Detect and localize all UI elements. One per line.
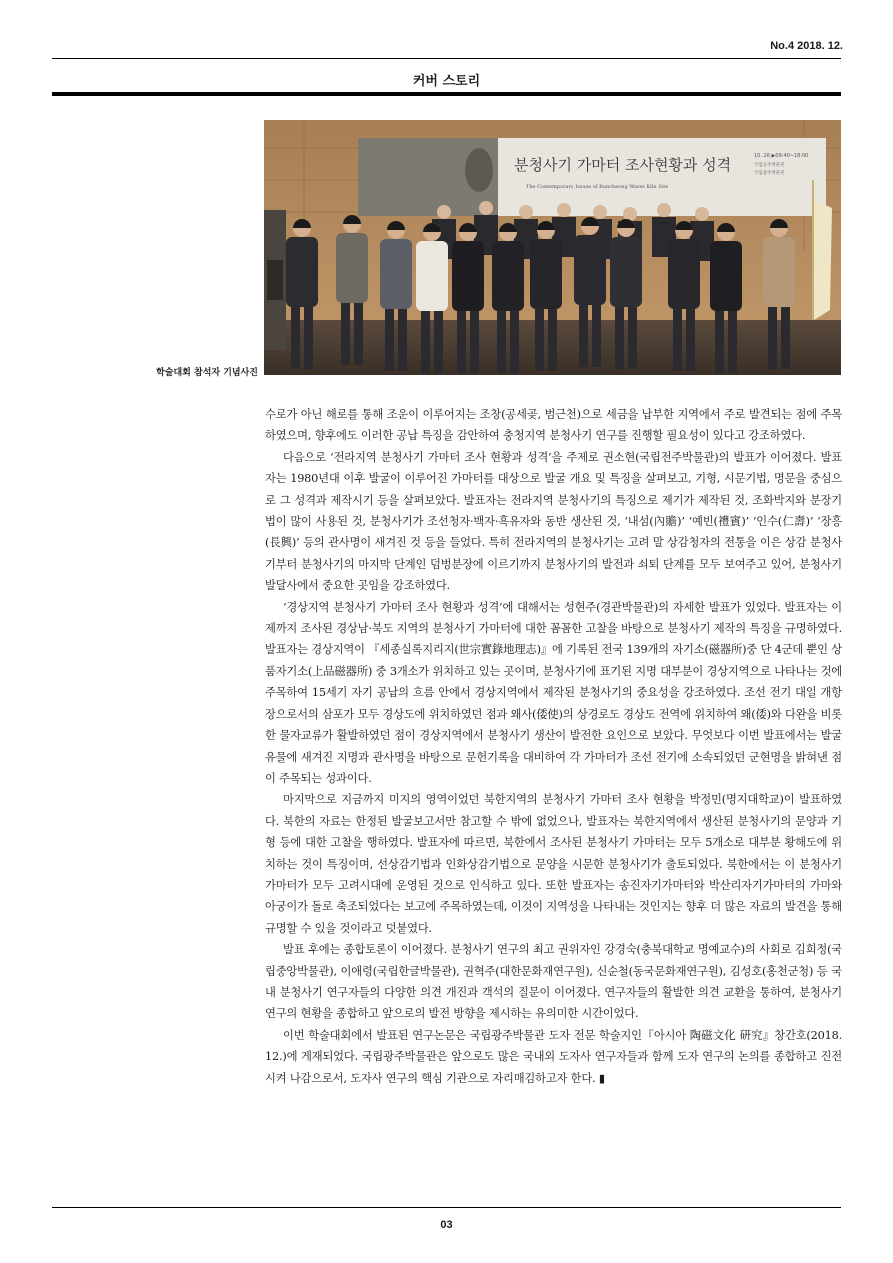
article-body	[265, 404, 842, 1089]
paragraph-6: 이번 학술대회에서 발표된 연구논문은 국립광주박물관 도자 전문 학술지인『아시아 陶磁文化 硏究』창간호(2018. 12.)에 게재되었다. 국립광주박물관은 앞으로도 많은 국내외 도자사 연구자들과 함께 도자 연구의 논의를 종합하고 진전시켜 나감으로서, 도자사 연구의 핵심 기관으로 자리매김하고자 한다. ▮	[265, 1028, 842, 1085]
section-title: 커버 스토리	[412, 74, 481, 89]
photo-caption: 학술대회 참석자 기념사진	[156, 368, 258, 378]
banner-venue: 국립공주박물관	[754, 163, 785, 168]
paragraph-1: 수로가 아닌 해로를 통해 조운이 이루어지는 조창(공세곶, 범근천)으로 세금을 납부한 지역에서 주로 발견되는 점에 주목하였으며, 향후에도 이러한 공납 특징을 감안하여 충청지역 분청사기 연구를 진행할 필요성이 있다고 강조하였다.	[265, 408, 842, 443]
banner-host: 국립광주박물관	[754, 171, 785, 176]
group-photo	[264, 120, 841, 375]
paragraph-2: 다음으로 ‘전라지역 분청사기 가마터 조사 현황과 성격’을 주제로 권소현(국립전주박물관)의 발표가 이어졌다. 발표자는 1980년대 이후 발굴이 이루어진 가마터를 대상으로 발굴 개요 및 특징을 살펴보고, 기형, 시문기법, 명문을 중심으로 그 성격과 제작시기 등을 살펴보았다. 발표자는 전라지역 분청사기의 특징으로 제기가 제작된 것, 조화박지와 분장기법이 많이 사용된 것, 분청사기가 조선청자·백자·흑유자와 동반 생산된 것, ‘내섬(內贍)’ ‘예빈(禮賓)’ ‘인수(仁壽)’ ‘장흥(長興)’ 등의 관사명이 새겨진 것 등을 들었다. 특히 전라지역의 분청사기는 고려 말 상감청자의 전통을 이은 상감 분청사기부터 분청사기의 마지막 단계인 덤벙분장에 이르기까지 분청사기의 발전과 쇠퇴 단계를 모두 보여주고 있어, 분청사기 발달사에서 중요한 곳임을 강조하였다.	[265, 450, 842, 593]
paragraph-3: ‘경상지역 분청사기 가마터 조사 현황과 성격’에 대해서는 성현주(경관박물관)의 자세한 발표가 있었다. 발표자는 이제까지 조사된 경상남·북도 지역의 분청사기 가마터에 대한 꼼꼼한 고찰을 바탕으로 분청사기 제작의 특징을 규명하였다. 발표자는 경상지역이 『세종실록지리지(世宗實錄地理志)』에 기록된 전국 139개의 자기소(磁器所)중 단 4군데 뿐인 상품자기소(上品磁器所) 중 3개소가 위치하고 있는 곳이며, 분청사기에 표기된 지명 대부분이 경상지역으로 나타나는 것에 주목하여 15세기 자기 공납의 흐름 안에서 경상지역에서 제작된 분청사기의 중요성을 강조하였다. 조선 전기 대일 개항장으로서의 삼포가 모두 경상도에 위치하였던 점과 왜사(倭使)의 상경로도 경상도 전역에 위치하여 왜(倭)와 다완을 비롯한 물자교류가 활발하였던 점이 경상지역에서 분청사기 생산이 발전한 요인으로 보았다. 무엇보다 이번 발표에서는 발굴유물에 새겨진 지명과 관사명을 바탕으로 문헌기록을 대비하여 각 가마터가 조선 전기에 소속되었던 군현명을 밝혀낸 점이 주목되는 성과이다.	[265, 600, 842, 785]
page-number: 03	[440, 1219, 453, 1231]
header-thick-rule	[52, 92, 841, 96]
footer-rule	[52, 1207, 841, 1208]
paragraph-4: 마지막으로 지금까지 미지의 영역이었던 북한지역의 분청사기 가마터 조사 현황을 박정민(명지대학교)이 발표하였다. 북한의 자료는 한정된 발굴보고서만 참고할 수 밖에 없었으나, 발표자는 북한지역에서 생산된 분청사기의 문양과 기형 등에 대한 고찰을 행하였다. 발표자에 따르면, 북한에서 조사된 분청사기 가마터는 모두 5개소로 대부분 황해도에 위치하는 것이 특징이며, 선상감기법과 인화상감기법으로 문양을 시문한 분청사기가 출토되었다. 북한에서는 이 분청사기 가마터가 모두 고려시대에 운영된 것으로 인식하고 있다. 또한 발표자는 송진자기가마터와 박산리자기가마터의 가마와 아궁이가 돌로 축조되었다는 보고에 주목하였는데, 이것이 지역성을 나타내는 것인지는 향후 더 많은 자료의 발견을 통해 규명할 수 있을 것이라고 덧붙였다.	[265, 793, 842, 935]
banner-title: 분청사기 가마터 조사현황과 성격	[514, 156, 732, 174]
banner-date: 10. 26 ▶09:40~18:00	[754, 153, 809, 159]
header-rule	[52, 58, 841, 59]
banner-subtitle: The Contemporary Issues of Buncheong Wares Kiln Site	[526, 184, 669, 190]
paragraph-5: 발표 후에는 종합토론이 이어졌다. 분청사기 연구의 최고 권위자인 강경숙(충북대학교 명예교수)의 사회로 김희정(국립중앙박물관), 이애령(국립한글박물관), 권혁주(대한문화재연구원), 신순철(동국문화재연구원), 김성호(홍천군청) 등 국내 분청사기 연구자들의 다양한 의견 개진과 객석의 질문이 이어졌다. 연구자들의 활발한 의견 교환을 통하여, 분청사기 연구의 현황을 종합하고 앞으로의 발전 방향을 제시하는 유의미한 시간이었다.	[265, 943, 842, 1021]
issue-number: No.4 2018. 12.	[770, 40, 843, 52]
